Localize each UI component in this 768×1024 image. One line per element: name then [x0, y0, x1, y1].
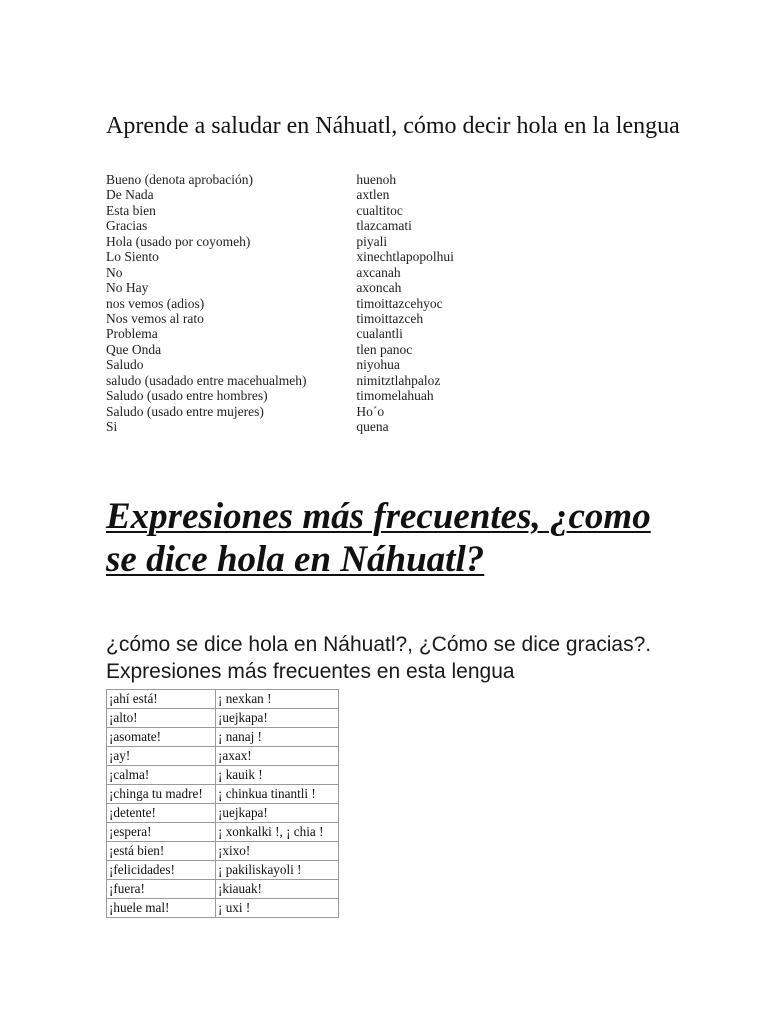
table-row — [107, 709, 339, 728]
expressions-table — [106, 689, 339, 918]
vocabulary-row — [106, 234, 526, 249]
nahuatl-term: tlazcamati — [356, 218, 412, 234]
nahuatl-term: quena — [356, 419, 389, 434]
section2-intro: ¿cómo se dice hola en Náhuatl?, ¿Cómo se dice gracias?. Expresiones más frecuentes en esta lengua — [106, 633, 652, 683]
nahuatl-expression-cell: ¡ kauik ! — [216, 766, 339, 785]
spanish-term: saludo (usadado entre macehualmeh) — [106, 372, 307, 388]
table-row — [107, 880, 339, 899]
spanish-expression-cell: ¡fuera! — [107, 880, 216, 899]
spanish-expression-cell: ¡está bien! — [107, 842, 216, 861]
table-row — [107, 804, 339, 823]
nahuatl-term: axtlen — [356, 187, 390, 203]
nahuatl-expression-cell: ¡uejkapa! — [216, 804, 339, 823]
section2-heading: Expresiones más frecuentes, ¿como se dice hola en Náhuatl? — [106, 496, 651, 580]
nahuatl-expression-cell: ¡ chinkua tinantli ! — [216, 785, 339, 804]
vocabulary-row — [106, 388, 526, 403]
spanish-term: Gracias — [106, 218, 148, 234]
vocabulary-row — [106, 187, 526, 202]
spanish-expression-cell: ¡felicidades! — [107, 861, 216, 880]
spanish-expression-cell: ¡huele mal! — [107, 899, 216, 918]
nahuatl-term: niyohua — [356, 357, 400, 373]
table-row — [107, 747, 339, 766]
table-row — [107, 728, 339, 747]
spanish-term: Saludo — [106, 357, 144, 373]
nahuatl-expression-cell: ¡ pakiliskayoli ! — [216, 861, 339, 880]
spanish-term: De Nada — [106, 187, 154, 203]
vocabulary-row — [106, 265, 526, 280]
nahuatl-expression-cell: ¡ nexkan ! — [216, 690, 339, 709]
nahuatl-term: xinechtlapopolhui — [356, 249, 454, 265]
spanish-term: Si — [106, 419, 118, 434]
nahuatl-expression-cell: ¡ nanaj ! — [216, 728, 339, 747]
nahuatl-term: axoncah — [356, 280, 402, 296]
nahuatl-term: timoittazceh — [356, 310, 424, 326]
spanish-expression-cell: ¡detente! — [107, 804, 216, 823]
spanish-term: No Hay — [106, 280, 149, 296]
vocabulary-row — [106, 373, 526, 388]
spanish-term: Saludo (usado entre mujeres) — [106, 403, 264, 419]
spanish-term: Bueno (denota aprobación) — [106, 172, 253, 187]
table-row — [107, 861, 339, 880]
spanish-expression-cell: ¡calma! — [107, 766, 216, 785]
spanish-expression-cell: ¡alto! — [107, 709, 216, 728]
spanish-expression-cell: ¡ahí está! — [107, 690, 216, 709]
nahuatl-term: axcanah — [356, 264, 401, 280]
spanish-term: Saludo (usado entre hombres) — [106, 388, 268, 404]
spanish-term: Nos vemos al rato — [106, 310, 204, 326]
vocabulary-row — [106, 357, 526, 372]
nahuatl-expression-cell: ¡ xonkalki !, ¡ chia ! — [216, 823, 339, 842]
nahuatl-expression-cell: ¡axax! — [216, 747, 339, 766]
table-row — [107, 842, 339, 861]
nahuatl-term: timoittazcehyoc — [356, 295, 443, 311]
vocabulary-row — [106, 311, 526, 326]
nahuatl-expression-cell: ¡xixo! — [216, 842, 339, 861]
vocabulary-row — [106, 280, 526, 295]
nahuatl-term: cualtitoc — [356, 202, 403, 218]
spanish-expression-cell: ¡asomate! — [107, 728, 216, 747]
spanish-expression-cell: ¡ay! — [107, 747, 216, 766]
vocabulary-row — [106, 203, 526, 218]
spanish-term: Que Onda — [106, 341, 162, 357]
table-row — [107, 823, 339, 842]
spanish-term: Problema — [106, 326, 158, 342]
spanish-expression-cell: ¡chinga tu madre! — [107, 785, 216, 804]
vocabulary-row — [106, 249, 526, 264]
nahuatl-term: piyali — [356, 233, 388, 249]
table-row — [107, 899, 339, 918]
table-row — [107, 766, 339, 785]
vocabulary-row — [106, 419, 526, 434]
nahuatl-term: huenoh — [356, 172, 397, 187]
vocabulary-row — [106, 172, 526, 187]
nahuatl-term: cualantli — [356, 326, 403, 342]
vocabulary-row — [106, 404, 526, 419]
nahuatl-term: Ho´o — [356, 403, 385, 419]
spanish-expression-cell: ¡espera! — [107, 823, 216, 842]
nahuatl-term: nimitztlahpaloz — [356, 372, 441, 388]
spanish-term: No — [106, 264, 123, 280]
table-row — [107, 690, 339, 709]
nahuatl-term: tlen panoc — [356, 341, 413, 357]
vocabulary-list — [106, 172, 526, 434]
nahuatl-expression-cell: ¡ uxi ! — [216, 899, 339, 918]
nahuatl-expression-cell: ¡uejkapa! — [216, 709, 339, 728]
vocabulary-row — [106, 326, 526, 341]
vocabulary-row — [106, 218, 526, 233]
nahuatl-expression-cell: ¡kiauak! — [216, 880, 339, 899]
nahuatl-term: timomelahuah — [356, 388, 434, 404]
spanish-term: Lo Siento — [106, 249, 159, 265]
spanish-term: Hola (usado por coyomeh) — [106, 233, 251, 249]
table-row — [107, 785, 339, 804]
vocabulary-row — [106, 342, 526, 357]
vocabulary-row — [106, 296, 526, 311]
spanish-term: nos vemos (adios) — [106, 295, 205, 311]
spanish-term: Esta bien — [106, 202, 156, 218]
section1-title: Aprende a saludar en Náhuatl, cómo decir hola en la lengua — [106, 113, 680, 139]
